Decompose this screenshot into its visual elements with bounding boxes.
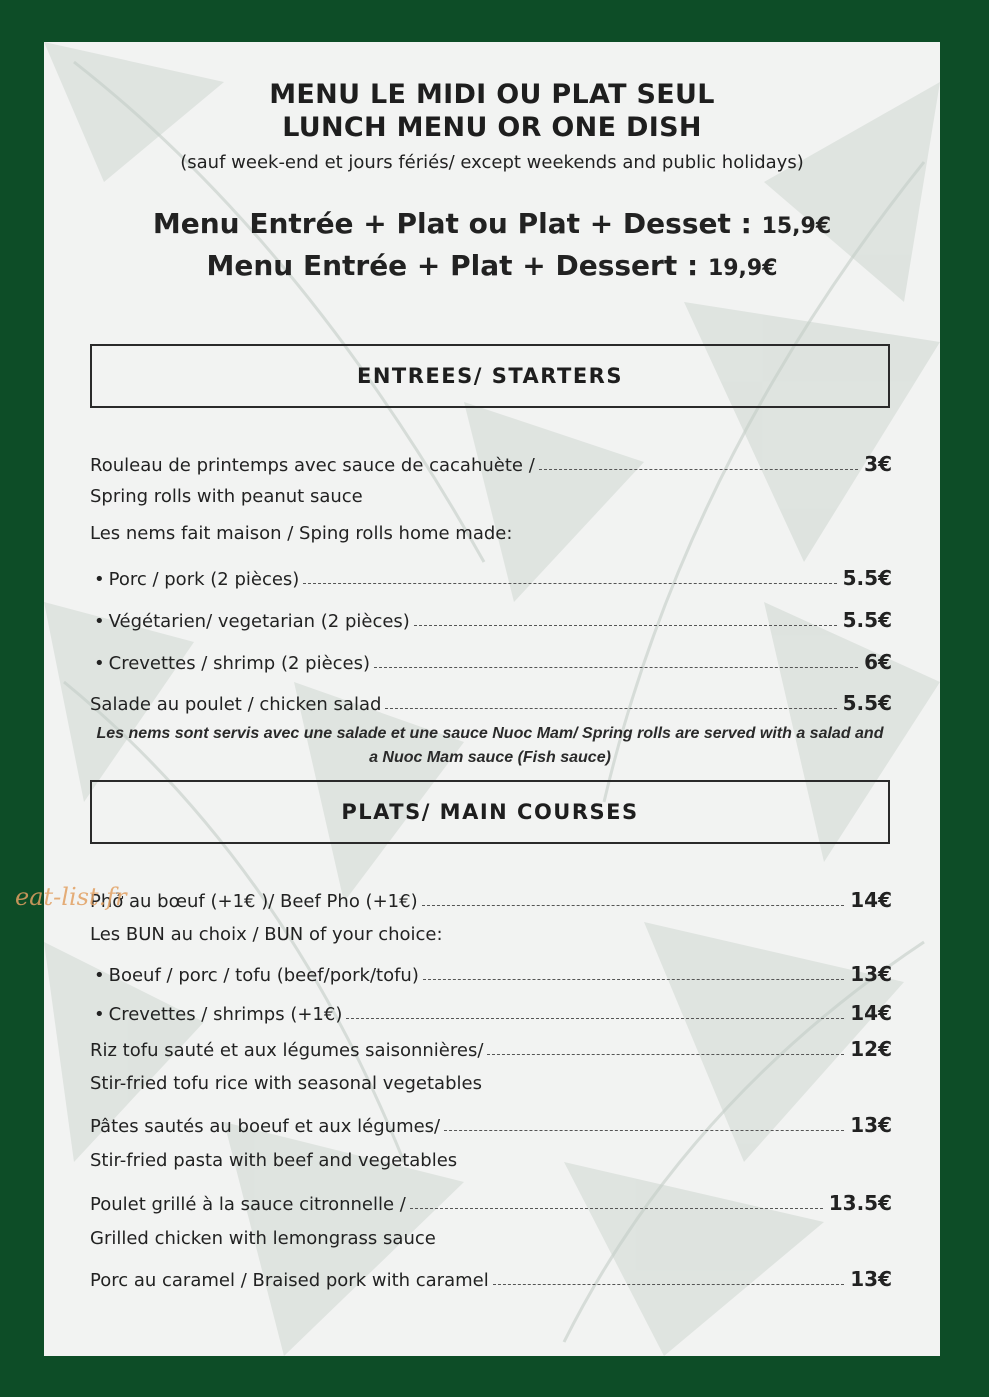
bullet-icon: • (94, 653, 105, 674)
item-label: Crevettes / shrimps (+1€) (108, 1004, 343, 1025)
bullet-icon: • (94, 569, 105, 590)
title-en: LUNCH MENU OR ONE DISH (282, 112, 702, 143)
menu-item (90, 1035, 892, 1061)
section-starters (90, 344, 890, 408)
dot-leader (423, 979, 844, 980)
menu-item (90, 564, 892, 590)
item-price: 5.5€ (842, 691, 892, 715)
formula-2-text: Menu Entrée + Plat + Dessert : (206, 249, 708, 282)
dot-leader (410, 1208, 823, 1209)
item-translation: Stir-fried pasta with beef and vegetables (90, 1150, 458, 1171)
section-starters-heading: ENTREES/ STARTERS (357, 364, 623, 388)
item-label: Poulet grillé à la sauce citronnelle / (90, 1194, 406, 1215)
formula-2-price: 19,9€ (707, 256, 778, 281)
item-translation: Grilled chicken with lemongrass sauce (90, 1228, 436, 1249)
item-price: 13€ (850, 962, 892, 986)
dot-leader (303, 583, 836, 584)
menu-sheet (44, 42, 940, 1356)
dot-leader (493, 1284, 845, 1285)
menu-item (90, 1189, 892, 1215)
item-label: Végétarien/ vegetarian (2 pièces) (108, 611, 410, 632)
formula-1 (44, 207, 940, 240)
item-label: Crevettes / shrimp (2 pièces) (108, 653, 371, 674)
formula-1-price: 15,9€ (761, 214, 832, 239)
menu-item (90, 1265, 892, 1291)
item-translation: Spring rolls with peanut sauce (90, 486, 363, 507)
dot-leader (539, 469, 858, 470)
item-label: Boeuf / porc / tofu (beef/pork/tofu) (108, 965, 419, 986)
item-price: 12€ (850, 1037, 892, 1061)
bullet-icon: • (94, 611, 105, 632)
item-label: Riz tofu sauté et aux légumes saisonnières/ (90, 1040, 484, 1061)
menu-item (90, 648, 892, 674)
bullet-icon: • (94, 965, 105, 986)
item-price: 14€ (850, 888, 892, 912)
section-mains (90, 780, 890, 844)
dot-leader (374, 667, 858, 668)
bullet-icon: • (94, 1004, 105, 1025)
dot-leader (422, 905, 845, 906)
section-mains-heading: PLATS/ MAIN COURSES (341, 800, 639, 824)
item-translation: Stir-fried tofu rice with seasonal vegetables (90, 1073, 482, 1094)
starters-note: Les nems sont servis avec une salade et une sauce Nuoc Mam/ Spring rolls are served with a salad and a Nuoc Mam sauce (Fish sauce) (96, 725, 884, 766)
item-label: Rouleau de printemps avec sauce de cacahuète / (90, 455, 535, 476)
menu-item (90, 689, 892, 715)
item-label: Pâtes sautés au boeuf et aux légumes/ (90, 1116, 441, 1137)
menu-item (90, 999, 892, 1025)
dot-leader (346, 1018, 844, 1019)
item-price: 13€ (850, 1267, 892, 1291)
item-price: 13.5€ (828, 1191, 892, 1215)
menu-item (90, 960, 892, 986)
menu-item (90, 1111, 892, 1137)
nems-heading: Les nems fait maison / Sping rolls home made: (90, 523, 513, 544)
item-label: Phở au bœuf (+1€ )/ Beef Pho (+1€) (90, 891, 418, 912)
menu-item (90, 450, 892, 476)
item-price: 13€ (850, 1113, 892, 1137)
dot-leader (487, 1054, 844, 1055)
dot-leader (385, 708, 836, 709)
item-price: 5.5€ (842, 608, 892, 632)
dot-leader (444, 1130, 844, 1131)
item-price: 5.5€ (842, 566, 892, 590)
formula-2 (44, 249, 940, 282)
item-price: 14€ (850, 1001, 892, 1025)
item-price: 6€ (864, 650, 892, 674)
menu-item (90, 606, 892, 632)
item-label: Porc au caramel / Braised pork with caramel (90, 1270, 489, 1291)
bun-heading: Les BUN au choix / BUN of your choice: (90, 924, 443, 945)
formula-1-text: Menu Entrée + Plat ou Plat + Desset : (152, 207, 762, 240)
subtitle: (sauf week-end et jours fériés/ except weekends and public holidays) (180, 152, 804, 173)
menu-content (44, 42, 940, 1356)
menu-item (90, 886, 892, 912)
dot-leader (414, 625, 837, 626)
item-label: Porc / pork (2 pièces) (108, 569, 300, 590)
item-label: Salade au poulet / chicken salad (90, 694, 382, 715)
title-fr: MENU LE MIDI OU PLAT SEUL (269, 79, 715, 110)
item-price: 3€ (864, 452, 892, 476)
watermark-text: eat-list.fr (15, 883, 127, 911)
